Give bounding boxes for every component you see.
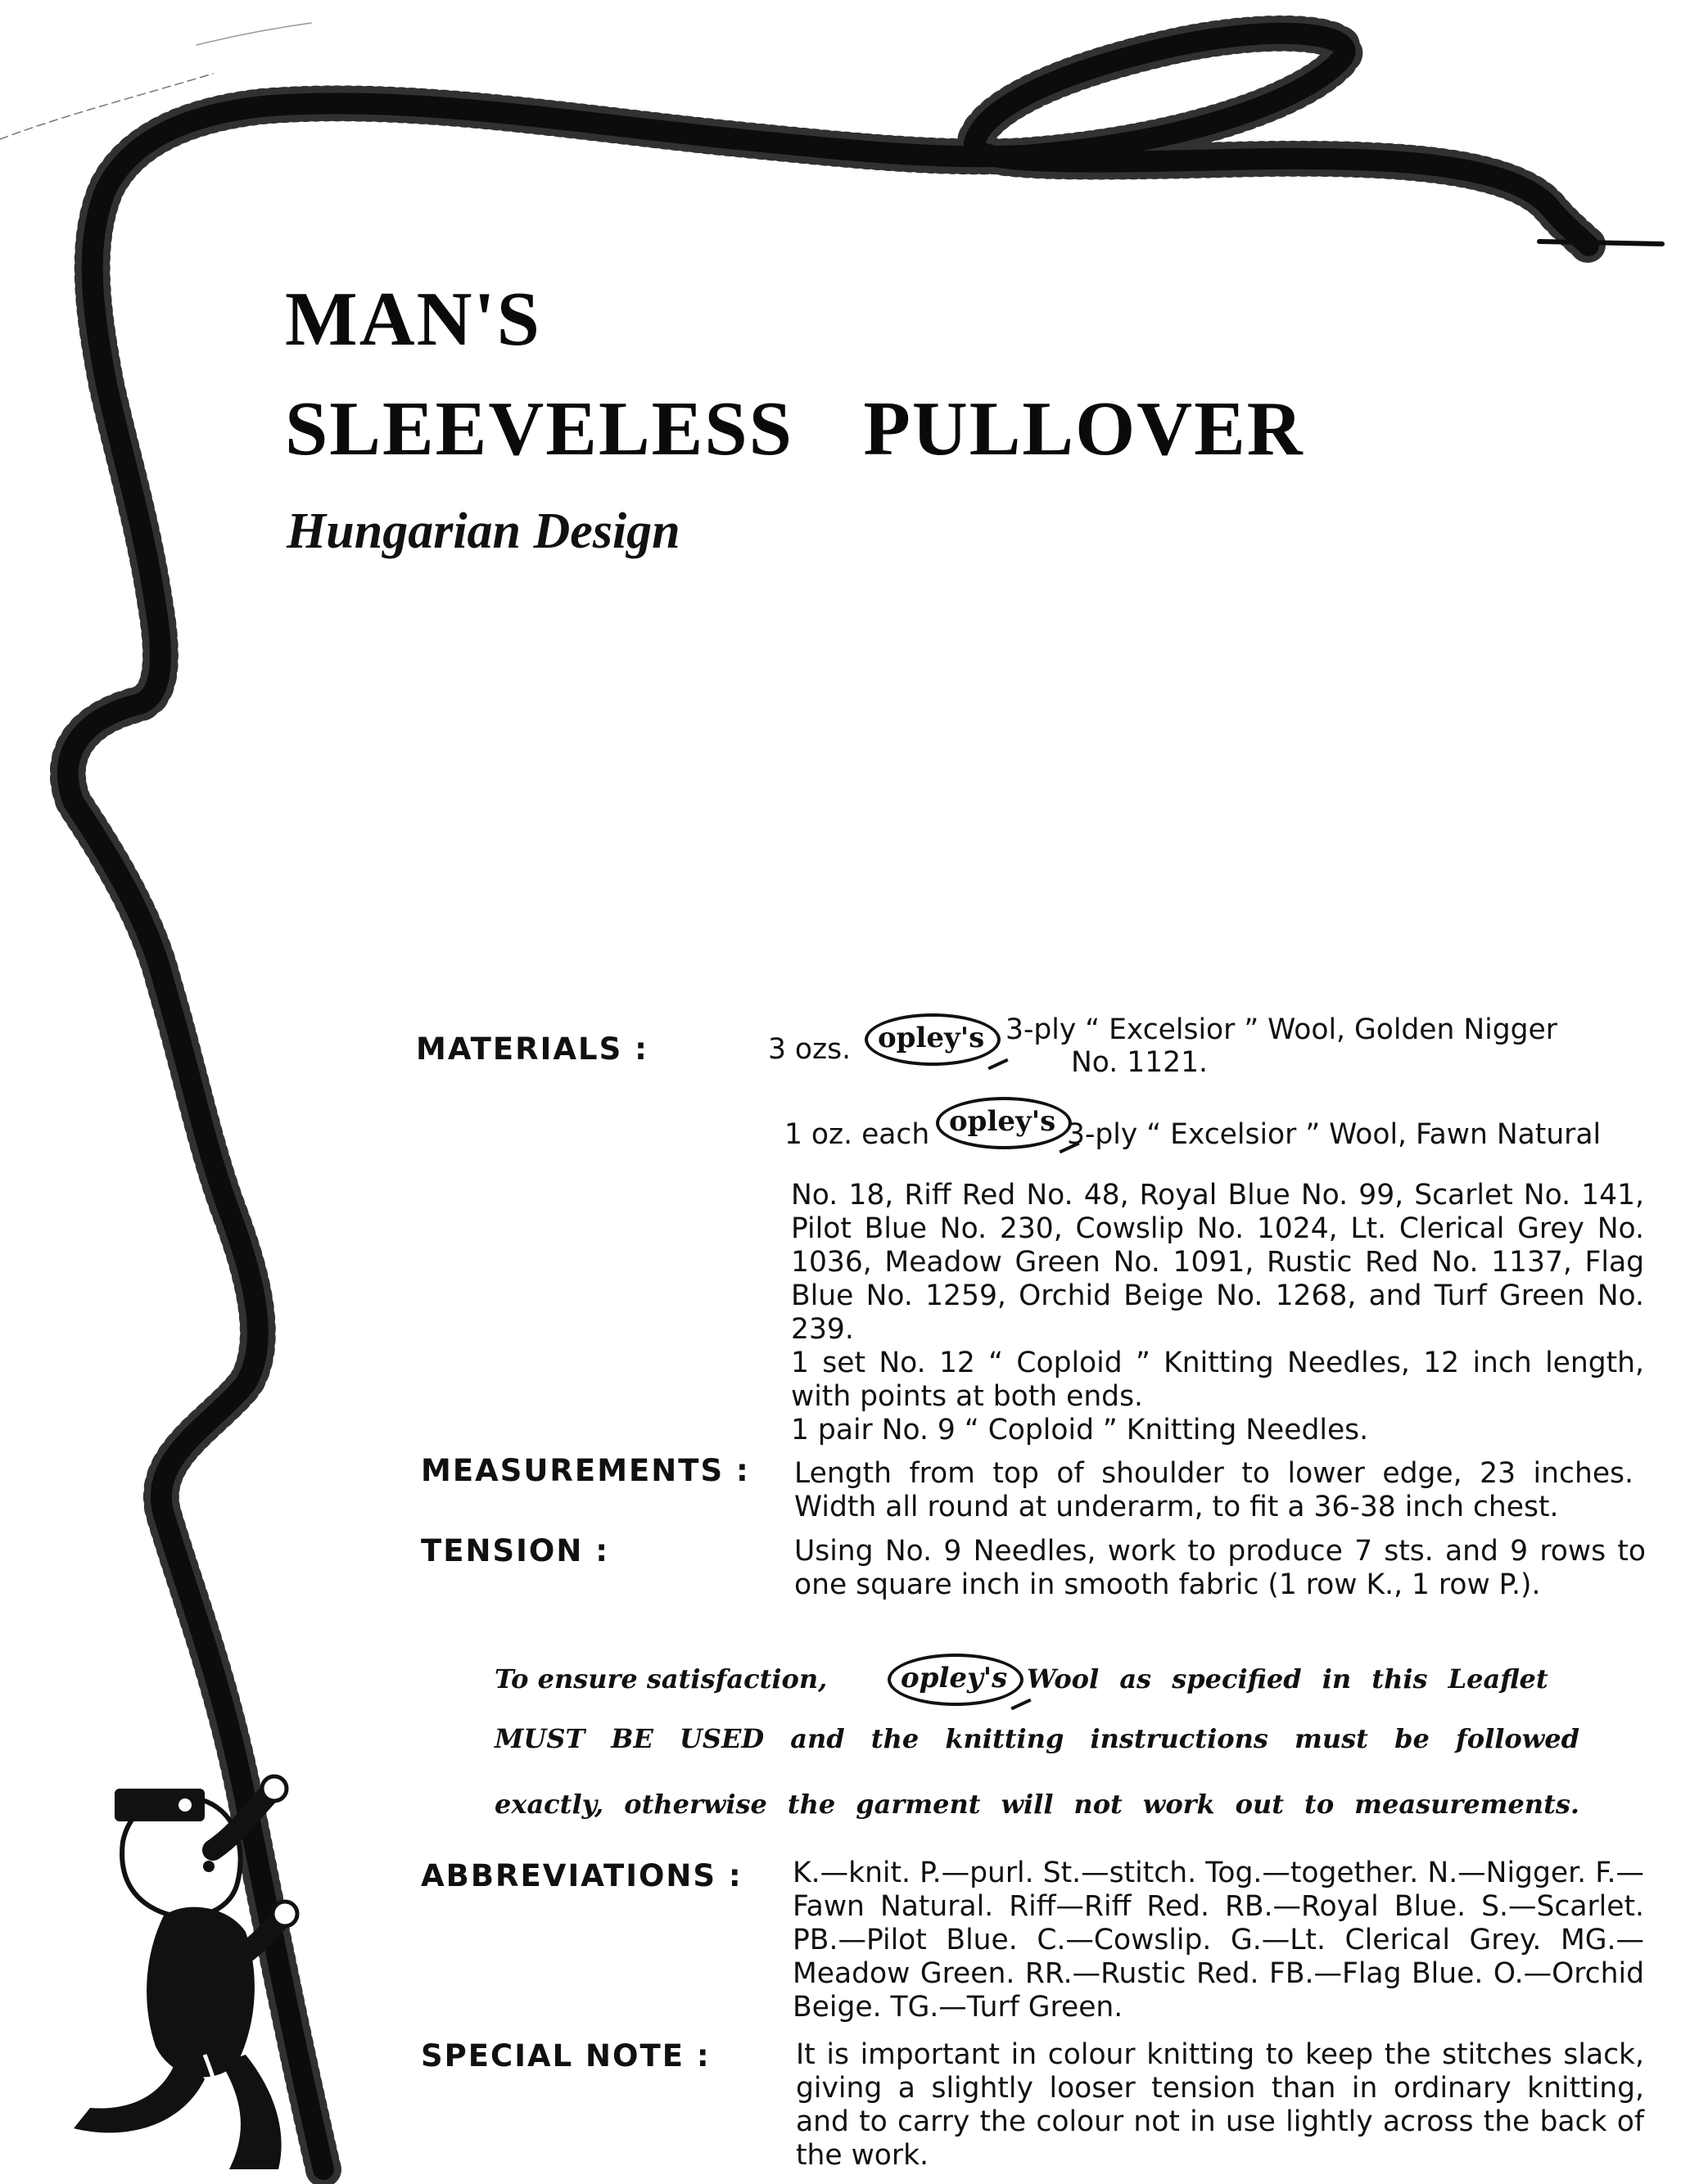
materials-main-text1: 3-ply “ Excelsior ” Wool, Golden Nigger	[1005, 1013, 1557, 1046]
materials-each-text: 3-ply “ Excelsior ” Wool, Fawn Natural	[1067, 1118, 1602, 1151]
brand-logo	[936, 1097, 1072, 1149]
page-title-line1: MAN'S	[285, 277, 541, 362]
tension-label: TENSION :	[421, 1533, 609, 1568]
materials-colours: No. 18, Riff Red No. 48, Royal Blue No. 99, Scarlet No. 141, Pilot Blue No. 230, Cowslip No. 1024, Lt. Clerical Grey No. 1036, Meadow Green No. 1091, Rustic Red No. 1137, Flag Blue No. 1259, Orchid Beige No. 1268, and Turf Green No. 239.	[791, 1179, 1644, 1346]
abbreviations-text: K.—knit. P.—purl. St.—stitch. Tog.—together. N.—Nigger. F.—Fawn Natural. Riff—Riff Red. RB.—Royal Blue. S.—Scarlet. PB.—Pilot Blue. C.—Cowslip. G.—Lt. Clerical Grey. MG.—Meadow Green. RR.—Rustic Red. FB.—Flag Blue. O.—Orchid Beige. TG.—Turf Green.	[793, 1857, 1644, 2024]
notice-line1	[495, 1654, 1579, 1711]
tension-text: Using No. 9 Needles, work to produce 7 sts. and 9 rows to one square inch in smooth fabric (1 row K., 1 row P.).	[794, 1535, 1646, 1601]
materials-qty-main: 3 ozs.	[768, 1033, 852, 1066]
materials-needles-pair: 1 pair No. 9 “ Coploid ” Knitting Needles.	[791, 1414, 1369, 1446]
special-note-text: It is important in colour knitting to keep the stitches slack, giving a slightly looser tension than in ordinary knitting, and to carry the colour not in use lightly across the back of the work.	[796, 2038, 1644, 2172]
brand-logo	[865, 1013, 1001, 1066]
materials-each-line	[784, 1097, 1644, 1162]
special-note-label: SPECIAL NOTE :	[421, 2038, 711, 2073]
notice-line1-a: To ensure satisfaction,	[495, 1663, 828, 1694]
brand-logo	[888, 1654, 1024, 1706]
brand-logo-text: opley's	[901, 1662, 1008, 1694]
notice-line1-b: Wool as specified in this Leaflet	[1027, 1663, 1548, 1694]
page-subtitle: Hungarian Design	[287, 503, 680, 559]
measurements-label: MEASUREMENTS :	[421, 1453, 750, 1488]
brand-logo-text: opley's	[949, 1105, 1056, 1138]
materials-label: MATERIALS :	[416, 1031, 648, 1067]
page-title-line2: SLEEVELESS PULLOVER	[285, 386, 1304, 472]
notice-line3: exactly, otherwise the garment will not work out to measurements.	[495, 1789, 1579, 1820]
materials-qty-each: 1 oz. each	[784, 1118, 930, 1151]
notice-line2: MUST BE USED and the knitting instructions must be followed	[495, 1723, 1579, 1754]
measurements-text: Length from top of shoulder to lower edge, 23 inches. Width all round at underarm, to fit a 36-38 inch chest.	[794, 1457, 1634, 1523]
materials-needles-set: 1 set No. 12 “ Coploid ” Knitting Needles, 12 inch length, with points at both ends.	[791, 1347, 1644, 1413]
brand-logo-text: opley's	[878, 1022, 985, 1054]
abbreviations-label: ABBREVIATIONS :	[421, 1858, 743, 1893]
materials-main-text2: No. 1121.	[1071, 1046, 1209, 1079]
